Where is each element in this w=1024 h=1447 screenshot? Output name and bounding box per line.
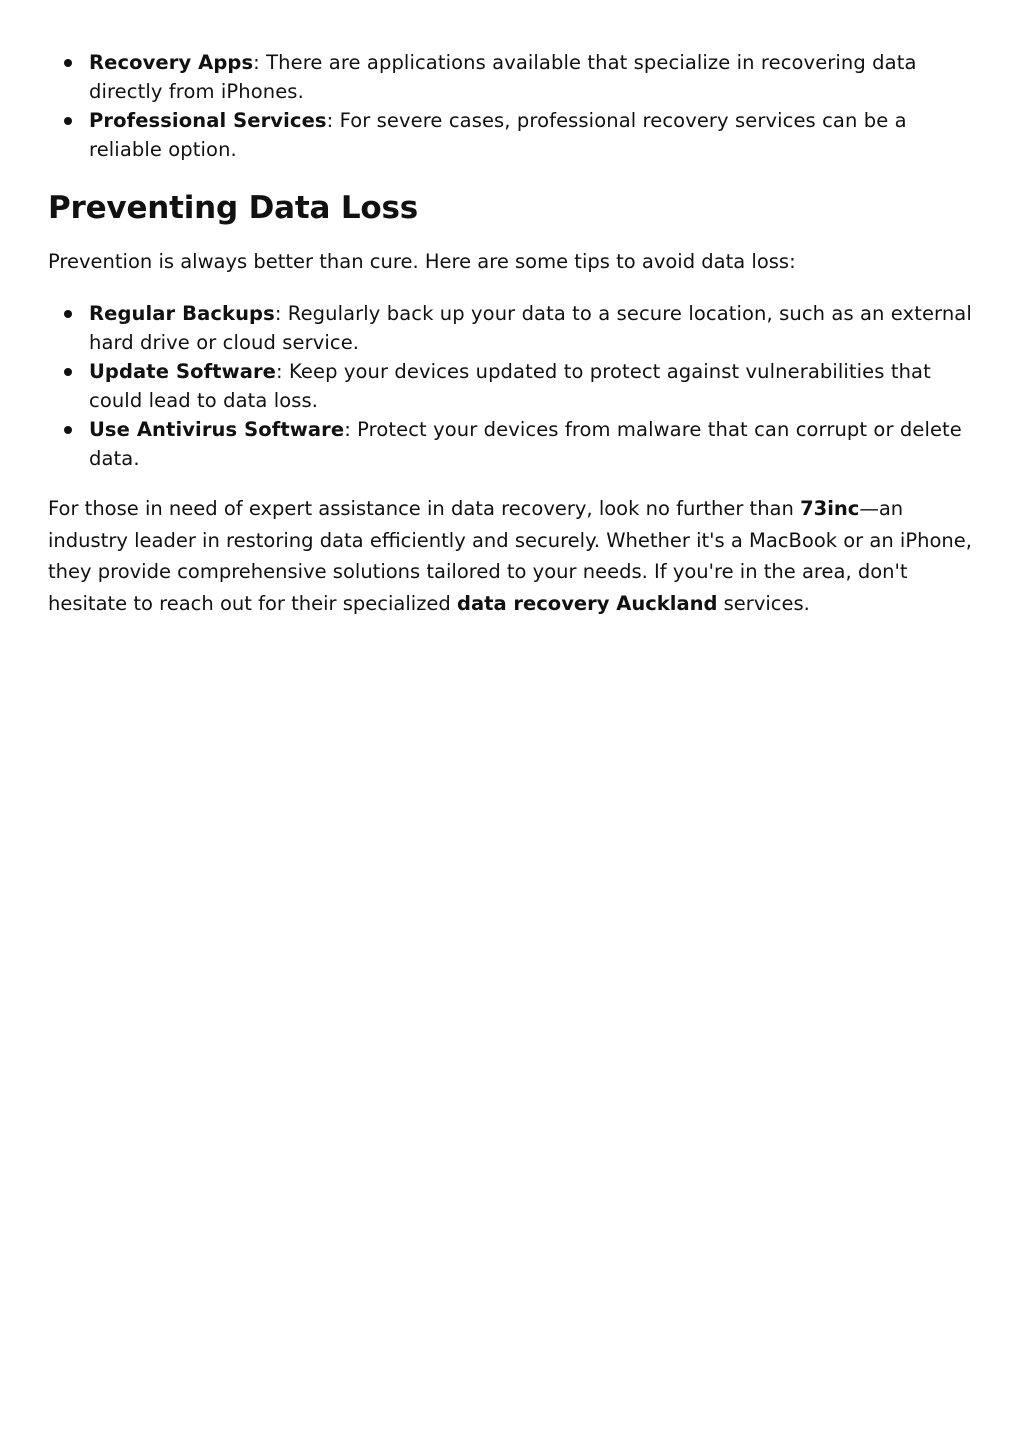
- list-item-term: Regular Backups: [89, 302, 275, 325]
- closing-text: For those in need of expert assistance in data recovery, look no further than: [48, 497, 801, 520]
- list-item-term: Update Software: [89, 360, 277, 383]
- closing-text: services.: [717, 591, 810, 615]
- list-item-text: : Protect your devices from malware that can corrupt or delete data.: [89, 418, 962, 470]
- list-item: [89, 357, 976, 415]
- list-item-term: Use Antivirus Software: [89, 418, 345, 441]
- list-item: [89, 415, 976, 473]
- brand-name: 73inc: [800, 497, 860, 520]
- list-item-text: : Regularly back up your data to a secure location, such as an external hard drive or cloud service.: [89, 302, 972, 354]
- list-item-text: : Keep your devices updated to protect against vulnerabilities that could lead to data loss.: [89, 360, 931, 412]
- list-item: [89, 106, 976, 164]
- list-item-term: Recovery Apps: [89, 51, 254, 74]
- closing-text: —an industry leader in restoring data efficiently and securely. Whether it's a MacBook or an iPhone, they provide comprehensive solutions tailored to your needs. If you're in the area, don't hesitate to reach out for their specialized: [48, 497, 972, 615]
- keyword-highlight: data recovery Auckland: [457, 591, 718, 615]
- prevention-tips-list: [48, 299, 976, 473]
- list-item: [89, 299, 976, 357]
- section-heading: Preventing Data Loss: [48, 190, 418, 226]
- list-item-text: : There are applications available that specialize in recovering data directly from iPhones.: [89, 51, 917, 103]
- list-item: [89, 48, 976, 106]
- intro-paragraph: Prevention is always better than cure. Here are some tips to avoid data loss:: [48, 250, 796, 273]
- closing-paragraph: [48, 493, 976, 619]
- list-item-text: : For severe cases, professional recovery services can be a reliable option.: [89, 109, 907, 161]
- list-item-term: Professional Services: [89, 109, 327, 132]
- recovery-options-list: [48, 48, 976, 164]
